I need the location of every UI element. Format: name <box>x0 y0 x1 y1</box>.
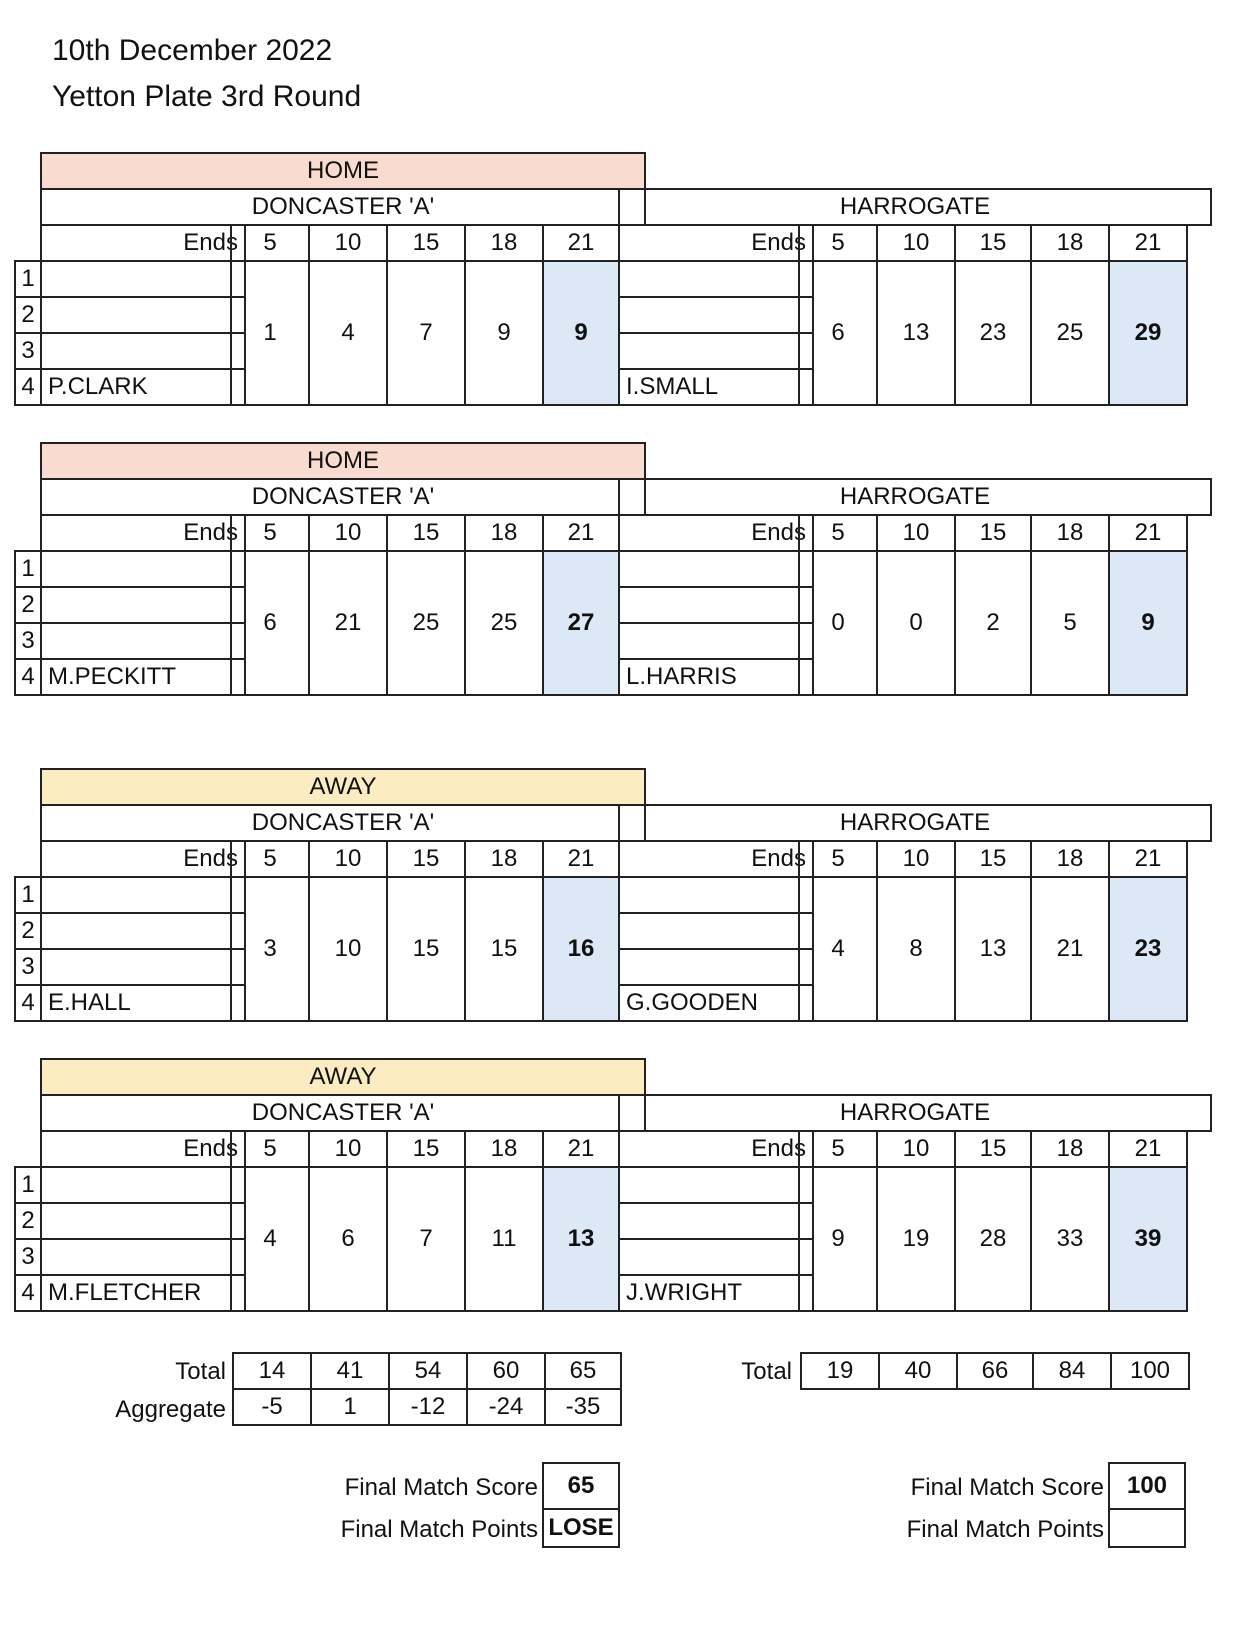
match-date: 10th December 2022 <box>52 34 333 67</box>
player-slot <box>40 948 246 986</box>
end-header: 18 <box>1030 1130 1110 1168</box>
away-score: 19 <box>876 1166 956 1312</box>
player-slot <box>618 550 814 588</box>
player-slot <box>40 1166 246 1204</box>
home-score: 1 <box>230 260 310 406</box>
away-score: 29 <box>1108 260 1188 406</box>
home-score: 6 <box>308 1166 388 1312</box>
home-player-name: M.PECKITT <box>40 658 246 696</box>
final-points-label-harrogate: Final Match Points <box>906 1516 1104 1543</box>
away-team-name: HARROGATE <box>618 1094 1212 1132</box>
venue-banner: AWAY <box>40 1058 646 1096</box>
end-header: 21 <box>542 1130 620 1168</box>
player-slot <box>40 296 246 334</box>
end-header: 18 <box>1030 840 1110 878</box>
end-header: 10 <box>876 224 956 262</box>
end-header: 21 <box>1108 514 1188 552</box>
away-score: 33 <box>1030 1166 1110 1312</box>
rink-scorecard <box>14 768 1226 1028</box>
row-number: 2 <box>14 296 42 334</box>
end-header: 5 <box>798 514 878 552</box>
away-score: 5 <box>1030 550 1110 696</box>
player-slot <box>40 586 246 624</box>
harrogate-total: 100 <box>1110 1352 1190 1390</box>
end-header: 10 <box>308 1130 388 1168</box>
away-score: 0 <box>876 550 956 696</box>
doncaster-total: 41 <box>310 1352 390 1390</box>
home-score: 4 <box>308 260 388 406</box>
home-score: 4 <box>230 1166 310 1312</box>
row-number: 3 <box>14 332 42 370</box>
player-slot <box>40 912 246 950</box>
player-slot <box>618 622 814 660</box>
harrogate-total: 84 <box>1032 1352 1112 1390</box>
end-header: 15 <box>386 1130 466 1168</box>
away-score: 8 <box>876 876 956 1022</box>
row-number: 4 <box>14 368 42 406</box>
end-header: 18 <box>1030 224 1110 262</box>
row-number: 3 <box>14 948 42 986</box>
end-header: 5 <box>798 224 878 262</box>
row-number: 2 <box>14 586 42 624</box>
end-header: 21 <box>1108 1130 1188 1168</box>
home-player-name: P.CLARK <box>40 368 246 406</box>
player-slot <box>618 260 814 298</box>
player-slot <box>618 332 814 370</box>
end-header: 5 <box>230 224 310 262</box>
away-score: 21 <box>1030 876 1110 1022</box>
home-score: 25 <box>386 550 466 696</box>
total-label-harrogate: Total <box>741 1358 792 1385</box>
doncaster-total: 14 <box>232 1352 312 1390</box>
away-score: 23 <box>954 260 1032 406</box>
end-header: 15 <box>954 840 1032 878</box>
end-header: 5 <box>230 1130 310 1168</box>
end-header: 10 <box>308 224 388 262</box>
ends-label: Ends <box>618 840 814 878</box>
final-score-label-harrogate: Final Match Score <box>910 1474 1104 1501</box>
end-header: 5 <box>230 514 310 552</box>
player-slot <box>618 948 814 986</box>
player-slot <box>40 876 246 914</box>
ends-label: Ends <box>40 514 246 552</box>
home-score: 25 <box>464 550 544 696</box>
doncaster-total: 54 <box>388 1352 468 1390</box>
home-score: 9 <box>542 260 620 406</box>
away-score: 13 <box>954 876 1032 1022</box>
end-header: 18 <box>464 514 544 552</box>
home-score: 15 <box>386 876 466 1022</box>
row-number: 4 <box>14 984 42 1022</box>
end-header: 15 <box>954 224 1032 262</box>
end-header: 10 <box>308 514 388 552</box>
away-score: 9 <box>1108 550 1188 696</box>
final-points-label-doncaster: Final Match Points <box>340 1516 538 1543</box>
ends-label: Ends <box>618 224 814 262</box>
competition-title: Yetton Plate 3rd Round <box>52 80 362 113</box>
away-score: 9 <box>798 1166 878 1312</box>
venue-banner: HOME <box>40 442 646 480</box>
player-slot <box>40 332 246 370</box>
end-header: 15 <box>386 840 466 878</box>
row-number: 3 <box>14 1238 42 1276</box>
away-score: 23 <box>1108 876 1188 1022</box>
home-team-name: DONCASTER 'A' <box>40 1094 646 1132</box>
row-number: 2 <box>14 912 42 950</box>
row-number: 4 <box>14 658 42 696</box>
away-team-name: HARROGATE <box>618 478 1212 516</box>
ends-label: Ends <box>40 224 246 262</box>
end-header: 10 <box>876 1130 956 1168</box>
end-header: 10 <box>308 840 388 878</box>
harrogate-total: 19 <box>800 1352 880 1390</box>
player-slot <box>618 586 814 624</box>
away-score: 6 <box>798 260 878 406</box>
home-score: 6 <box>230 550 310 696</box>
home-score: 16 <box>542 876 620 1022</box>
venue-banner: AWAY <box>40 768 646 806</box>
player-slot <box>618 1238 814 1276</box>
home-team-name: DONCASTER 'A' <box>40 478 646 516</box>
home-player-name: M.FLETCHER <box>40 1274 246 1312</box>
player-slot <box>40 1202 246 1240</box>
away-score: 13 <box>876 260 956 406</box>
end-header: 15 <box>386 224 466 262</box>
away-player-name: L.HARRIS <box>618 658 814 696</box>
player-slot <box>40 622 246 660</box>
doncaster-total: 65 <box>544 1352 622 1390</box>
final-points-harrogate <box>1108 1508 1186 1548</box>
away-score: 28 <box>954 1166 1032 1312</box>
away-player-name: G.GOODEN <box>618 984 814 1022</box>
row-number: 3 <box>14 622 42 660</box>
total-label-doncaster: Total <box>175 1358 226 1385</box>
end-header: 10 <box>876 840 956 878</box>
away-score: 4 <box>798 876 878 1022</box>
venue-banner: HOME <box>40 152 646 190</box>
end-header: 21 <box>1108 224 1188 262</box>
harrogate-total: 66 <box>956 1352 1034 1390</box>
player-slot <box>40 1238 246 1276</box>
home-score: 15 <box>464 876 544 1022</box>
end-header: 21 <box>542 224 620 262</box>
rink-scorecard <box>14 1058 1226 1318</box>
away-score: 2 <box>954 550 1032 696</box>
rink-scorecard <box>14 442 1226 702</box>
away-player-name: J.WRIGHT <box>618 1274 814 1312</box>
end-header: 21 <box>542 514 620 552</box>
home-score: 13 <box>542 1166 620 1312</box>
player-slot <box>618 296 814 334</box>
away-score: 39 <box>1108 1166 1188 1312</box>
away-player-name: I.SMALL <box>618 368 814 406</box>
row-number: 1 <box>14 550 42 588</box>
row-number: 1 <box>14 260 42 298</box>
final-score-label-doncaster: Final Match Score <box>344 1474 538 1501</box>
home-team-name: DONCASTER 'A' <box>40 188 646 226</box>
home-score: 7 <box>386 260 466 406</box>
end-header: 15 <box>386 514 466 552</box>
doncaster-aggregate: -5 <box>232 1388 312 1426</box>
home-score: 9 <box>464 260 544 406</box>
player-slot <box>40 550 246 588</box>
aggregate-label: Aggregate <box>115 1396 226 1423</box>
ends-label: Ends <box>618 1130 814 1168</box>
end-header: 5 <box>230 840 310 878</box>
home-score: 10 <box>308 876 388 1022</box>
end-header: 10 <box>876 514 956 552</box>
row-number: 2 <box>14 1202 42 1240</box>
rink-scorecard <box>14 152 1226 412</box>
end-header: 21 <box>542 840 620 878</box>
ends-label: Ends <box>40 840 246 878</box>
away-team-name: HARROGATE <box>618 804 1212 842</box>
ends-label: Ends <box>40 1130 246 1168</box>
doncaster-aggregate: -12 <box>388 1388 468 1426</box>
home-score: 3 <box>230 876 310 1022</box>
home-score: 11 <box>464 1166 544 1312</box>
final-score-harrogate: 100 <box>1108 1462 1186 1510</box>
ends-label: Ends <box>618 514 814 552</box>
end-header: 18 <box>464 224 544 262</box>
away-team-name: HARROGATE <box>618 188 1212 226</box>
home-team-name: DONCASTER 'A' <box>40 804 646 842</box>
end-header: 5 <box>798 1130 878 1168</box>
final-score-doncaster: 65 <box>542 1462 620 1510</box>
home-score: 7 <box>386 1166 466 1312</box>
doncaster-aggregate: -24 <box>466 1388 546 1426</box>
away-score: 25 <box>1030 260 1110 406</box>
doncaster-aggregate: -35 <box>544 1388 622 1426</box>
doncaster-aggregate: 1 <box>310 1388 390 1426</box>
player-slot <box>618 1166 814 1204</box>
player-slot <box>618 912 814 950</box>
home-score: 21 <box>308 550 388 696</box>
final-points-doncaster: LOSE <box>542 1508 620 1548</box>
doncaster-total: 60 <box>466 1352 546 1390</box>
end-header: 5 <box>798 840 878 878</box>
player-slot <box>40 260 246 298</box>
row-number: 4 <box>14 1274 42 1312</box>
end-header: 15 <box>954 1130 1032 1168</box>
row-number: 1 <box>14 876 42 914</box>
home-player-name: E.HALL <box>40 984 246 1022</box>
away-score: 0 <box>798 550 878 696</box>
player-slot <box>618 876 814 914</box>
end-header: 18 <box>1030 514 1110 552</box>
row-number: 1 <box>14 1166 42 1204</box>
end-header: 15 <box>954 514 1032 552</box>
home-score: 27 <box>542 550 620 696</box>
end-header: 18 <box>464 840 544 878</box>
harrogate-total: 40 <box>878 1352 958 1390</box>
end-header: 21 <box>1108 840 1188 878</box>
player-slot <box>618 1202 814 1240</box>
end-header: 18 <box>464 1130 544 1168</box>
